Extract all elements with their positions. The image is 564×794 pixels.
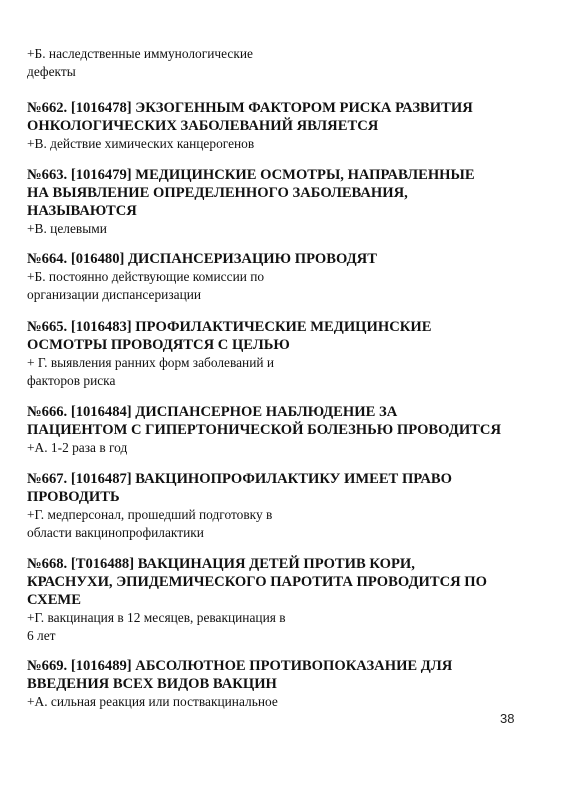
answer-line: + Г. выявления ранних форм заболеваний и — [27, 355, 275, 370]
question-667 — [27, 470, 537, 542]
answer-line: +А. 1-2 раза в год — [27, 440, 128, 455]
question-line: №668. [Т016488] ВАКЦИНАЦИЯ ДЕТЕЙ ПРОТИВ КОРИ, — [27, 556, 415, 572]
question-line: №662. [1016478] ЭКЗОГЕННЫМ ФАКТОРОМ РИСКА РАЗВИТИЯ — [27, 100, 473, 116]
question-662 — [27, 99, 537, 153]
question-line: №665. [1016483] ПРОФИЛАКТИЧЕСКИЕ МЕДИЦИНСКИЕ — [27, 319, 432, 335]
question-line: ПАЦИЕНТОМ С ГИПЕРТОНИЧЕСКОЙ БОЛЕЗНЬЮ ПРОВОДИТСЯ — [27, 422, 501, 438]
question-line: №669. [1016489] АБСОЛЮТНОЕ ПРОТИВОПОКАЗАНИЕ ДЛЯ — [27, 658, 453, 674]
question-line: ВВЕДЕНИЯ ВСЕХ ВИДОВ ВАКЦИН — [27, 676, 277, 692]
answer-line: факторов риска — [27, 373, 116, 388]
question-line: №667. [1016487] ВАКЦИНОПРОФИЛАКТИКУ ИМЕЕТ ПРАВО — [27, 471, 452, 487]
question-line: ОСМОТРЫ ПРОВОДЯТСЯ С ЦЕЛЬЮ — [27, 337, 290, 353]
answer-line: +Б. наследственные иммунологические — [27, 46, 253, 61]
answer-line: +Б. постоянно действующие комиссии по — [27, 269, 265, 284]
answer-line: +Г. вакцинация в 12 месяцев, ревакцинация в — [27, 610, 286, 625]
answer-line: +А. сильная реакция или поствакцинальное — [27, 694, 278, 709]
answer-line: дефекты — [27, 64, 76, 79]
answer-line: +В. целевыми — [27, 221, 107, 236]
answer-line: +Г. медперсонал, прошедший подготовку в — [27, 507, 273, 522]
question-line: НАЗЫВАЮТСЯ — [27, 203, 137, 219]
question-665 — [27, 318, 537, 390]
question-line: №666. [1016484] ДИСПАНСЕРНОЕ НАБЛЮДЕНИЕ ЗА — [27, 404, 398, 420]
answer-line: +В. действие химических канцерогенов — [27, 136, 255, 151]
question-line: СХЕМЕ — [27, 592, 81, 608]
question-line: КРАСНУХИ, ЭПИДЕМИЧЕСКОГО ПАРОТИТА ПРОВОДИТСЯ ПО — [27, 574, 488, 590]
question-line: №664. [016480] ДИСПАНСЕРИЗАЦИЮ ПРОВОДЯТ — [27, 251, 377, 267]
answer-line: организации диспансеризации — [27, 287, 202, 302]
page-number: 38 — [500, 711, 515, 726]
question-line: ПРОВОДИТЬ — [27, 489, 120, 505]
question-664 — [27, 250, 537, 304]
answer-line: 6 лет — [27, 628, 56, 643]
question-663 — [27, 166, 537, 238]
question-669 — [27, 657, 537, 711]
answer-block-661-continued — [27, 45, 537, 81]
answer-line: области вакцинопрофилактики — [27, 525, 204, 540]
question-line: №663. [1016479] МЕДИЦИНСКИЕ ОСМОТРЫ, НАПРАВЛЕННЫЕ — [27, 167, 475, 183]
question-line: НА ВЫЯВЛЕНИЕ ОПРЕДЕЛЕННОГО ЗАБОЛЕВАНИЯ, — [27, 185, 408, 201]
question-666 — [27, 403, 537, 457]
question-668 — [27, 555, 537, 645]
question-line: ОНКОЛОГИЧЕСКИХ ЗАБОЛЕВАНИЙ ЯВЛЯЕТСЯ — [27, 118, 379, 134]
